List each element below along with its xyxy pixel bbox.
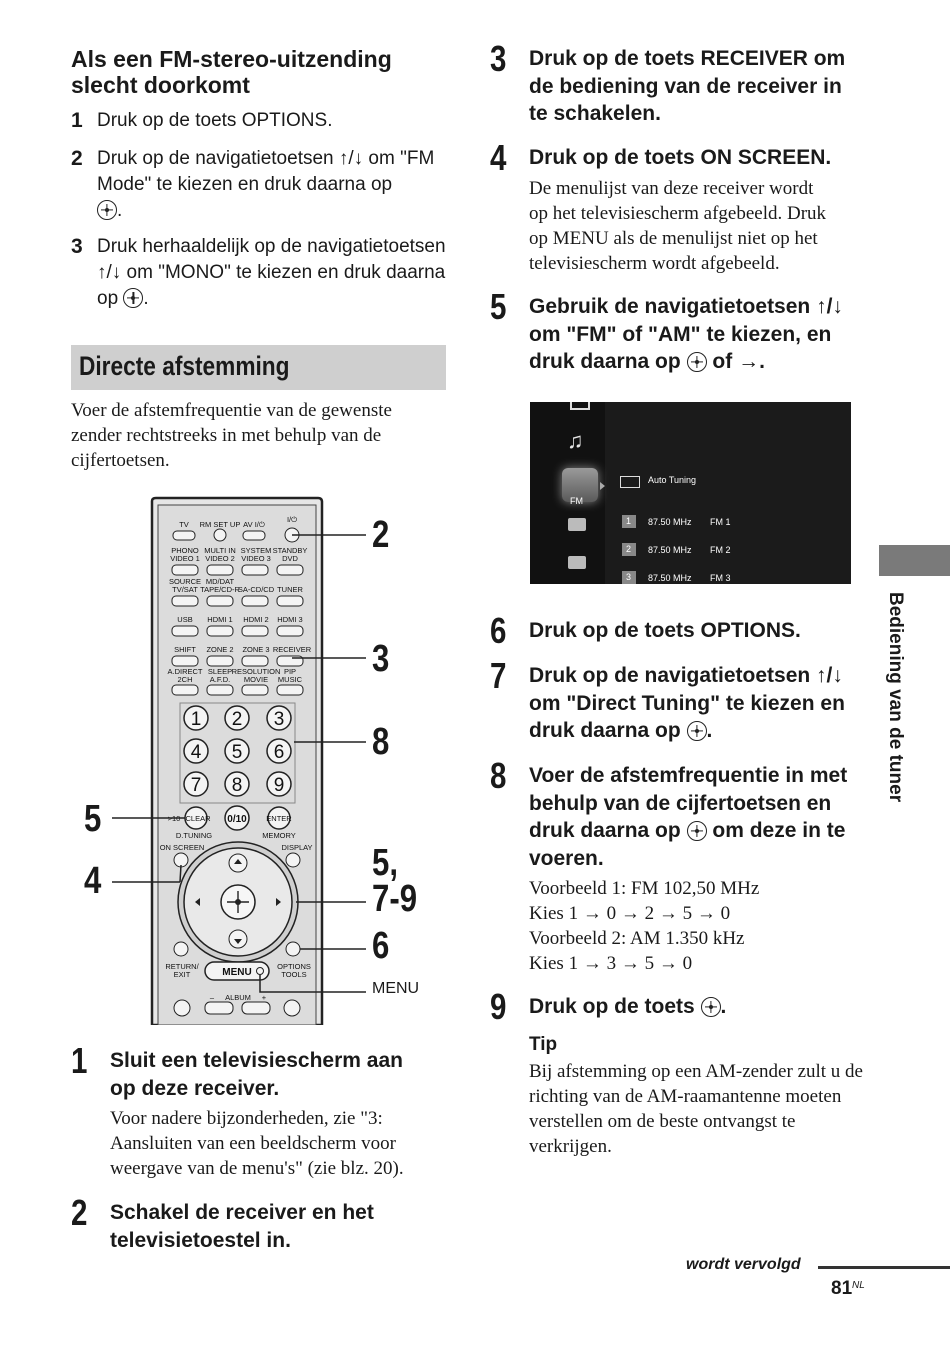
callout-label: 5, (372, 842, 398, 884)
memory-label: MEMORY (262, 831, 296, 840)
remote-label-usb: USB (177, 615, 193, 624)
item-text: Druk op de navigatietoetsen ↑/↓ om "FM Mode" te kiezen en druk daarna op (97, 148, 435, 195)
step-title-end: →. (738, 350, 765, 373)
step-title: Gebruik de navigatietoetsen ↑/↓ om "FM" of "AM" te kiezen, en druk daarna op (529, 295, 843, 373)
side-tab-marker (879, 545, 950, 576)
page-suffix: NL (852, 1280, 865, 1291)
step-number: 2 (71, 1192, 88, 1233)
step-title: Druk op de toets (529, 995, 695, 1018)
xm-icon (568, 556, 586, 569)
onscreen-label: ON SCREEN (159, 843, 205, 852)
callout-label: 8 (372, 721, 390, 763)
svg-text:VIDEO 3: VIDEO 3 (241, 554, 271, 563)
clear-key-label: CLEAR (185, 814, 211, 823)
ten-key-label: >10 (167, 814, 181, 823)
step-4 (490, 137, 835, 276)
continued-rule (818, 1266, 950, 1269)
remote-label-hdmi2: HDMI 2 (243, 615, 269, 624)
svg-text:TV/SAT: TV/SAT (172, 585, 198, 594)
remote-label-sacd: SA-CD/CD (237, 585, 275, 594)
section-heading: Als een FM-stereo-uitzending slecht doorkomt (71, 46, 392, 98)
item-number: 3 (71, 235, 83, 258)
digit-key: 2 (231, 709, 243, 730)
step-number: 8 (490, 755, 507, 796)
step-title-end: om deze in te voeren. (529, 819, 846, 870)
svg-text:MD/DAT: MD/DAT (205, 577, 235, 586)
remote-label-zone2: ZONE 2 (206, 645, 234, 654)
banner-title: Directe afstemming (79, 351, 290, 381)
svg-text:A.F.D.: A.F.D. (209, 675, 231, 684)
preset-name: FM 1 (710, 517, 731, 527)
item-text-end: . (117, 200, 123, 221)
callout-label: 3 (372, 638, 390, 680)
digit-key: 1 (190, 709, 202, 730)
step-number: 1 (71, 1040, 88, 1081)
music-note-icon: ♫ (567, 428, 584, 453)
example-line: Kies 1 → 3 → 5 → 0 (529, 953, 693, 974)
step-title-end: . (706, 719, 713, 742)
item-text-end: . (143, 288, 149, 309)
digit-key: 3 (273, 709, 285, 730)
step-number: 7 (490, 655, 507, 696)
selection-arrow-icon (600, 482, 605, 490)
callout-label: 4 (84, 860, 102, 902)
remote-label-hdmi1: HDMI 1 (207, 615, 233, 624)
auto-tuning-icon (620, 476, 640, 488)
step-number: 6 (490, 610, 507, 651)
item-number: 1 (71, 109, 83, 132)
remote-control-illustration (70, 495, 460, 1025)
step-1 (71, 1040, 431, 1181)
preset-name: FM 2 (710, 545, 731, 555)
svg-text:2CH: 2CH (177, 675, 193, 684)
list-item (71, 234, 446, 312)
step-body: Voor nadere bijzonderheden, zie "3: Aansluiten van een beeldscherm voor weergave van de menu's" (zie blz. 20). (110, 1108, 404, 1179)
step-title: Schakel de receiver en het televisietoestel in. (110, 1201, 374, 1252)
remote-label-av: AV I/⏻ (243, 520, 265, 529)
digit-key: 8 (231, 775, 243, 796)
album-minus: – (209, 993, 215, 1002)
list-item (71, 108, 451, 134)
preset-number: 3 (626, 572, 632, 582)
preset-number: 2 (626, 544, 632, 554)
preset-name: FM 3 (710, 573, 731, 583)
step-6 (490, 610, 865, 651)
example-line: Voorbeeld 1: FM 102,50 MHz (529, 878, 760, 899)
remote-label-hdmi3: HDMI 3 (277, 615, 303, 624)
step-number: 9 (490, 986, 507, 1027)
callout-label: 2 (372, 514, 390, 556)
callout-menu-label: MENU (372, 980, 420, 997)
remote-label-receiver: RECEIVER (272, 645, 312, 654)
step-title-end: . (720, 995, 727, 1018)
list-item (71, 146, 451, 224)
auto-tuning-label: Auto Tuning (648, 475, 697, 485)
continued-label: wordt vervolgd (686, 1256, 801, 1273)
svg-text:TAPE/CD-R: TAPE/CD-R (200, 585, 240, 594)
remote-label-rmsetup: RM SET UP (199, 520, 241, 529)
tip-text: Bij afstemming op een AM-zender zult u de richting van de AM-raamantenne moeten verstellen om de beste ontvangst te verkrijgen. (529, 1061, 863, 1157)
item-text: Druk herhaaldelijk op de navigatietoetsen ↑/↓ om "MONO" te kiezen en druk daarna op (97, 236, 446, 309)
svg-text:VIDEO 1: VIDEO 1 (170, 554, 200, 563)
video-icon (570, 402, 590, 410)
enter-button-icon (687, 352, 707, 372)
callout-label: 5 (84, 798, 102, 840)
svg-text:SYSTEM: SYSTEM (240, 546, 272, 555)
step-3 (490, 38, 865, 128)
svg-text:RESOLUTION: RESOLUTION (231, 667, 281, 676)
digit-key: 6 (273, 742, 285, 763)
step-8 (490, 755, 868, 976)
step-title: Voer de afstemfrequentie in met behulp van de cijfertoetsen en druk daarna op (529, 764, 848, 842)
album-label: ALBUM (225, 993, 251, 1002)
svg-text:PHONO: PHONO (171, 546, 199, 555)
digit-key: 9 (273, 775, 285, 796)
step-title: Druk op de navigatietoetsen ↑/↓ om "Direct Tuning" te kiezen en druk daarna op (529, 664, 845, 742)
step-title-mid: of (712, 350, 733, 373)
preset-frequency: 87.50 MHz (648, 573, 692, 583)
section-banner (71, 345, 446, 390)
item-text: Druk op de toets OPTIONS. (97, 110, 333, 131)
example-line: Voorbeeld 2: AM 1.350 kHz (529, 928, 745, 949)
remote-label-zone3: ZONE 3 (242, 645, 270, 654)
step-7 (490, 655, 868, 745)
callout-label: 7-9 (372, 878, 418, 920)
example-line: Kies 1 → 0 → 2 → 5 → 0 (529, 903, 731, 924)
display-label: DISPLAY (281, 843, 313, 852)
preset-number: 1 (626, 516, 632, 526)
album-plus: + (261, 993, 267, 1002)
digit-key: 4 (190, 742, 202, 763)
dtuning-label: D.TUNING (175, 831, 213, 840)
svg-text:TOOLS: TOOLS (281, 970, 307, 979)
item-number: 2 (71, 147, 83, 170)
enter-button-icon (701, 997, 721, 1017)
svg-text:PIP: PIP (283, 667, 297, 676)
am-icon (568, 518, 586, 531)
step-title: Druk op de toets OPTIONS. (529, 619, 801, 642)
svg-text:MUSIC: MUSIC (277, 675, 303, 684)
step-body: De menulijst van deze receiver wordt op het televisiescherm afgebeeld. Druk op MENU als de menulijst niet op het televisiescherm wordt afgebeeld. (529, 177, 827, 274)
svg-text:SOURCE: SOURCE (168, 577, 202, 586)
svg-text:MULTI IN: MULTI IN (204, 546, 236, 555)
enter-button-icon (123, 288, 143, 308)
svg-text:STANDBY: STANDBY (272, 546, 308, 555)
svg-text:MOVIE: MOVIE (243, 675, 269, 684)
digit-key: 5 (231, 742, 243, 763)
step-2 (71, 1192, 431, 1254)
step-5 (490, 286, 865, 376)
step-number: 5 (490, 286, 507, 327)
enter-button-icon (687, 821, 707, 841)
enter-key-label: ENTER (266, 814, 292, 823)
step-number: 4 (490, 137, 507, 178)
step-title: Druk op de toets RECEIVER om de bediening van de receiver in te schakelen. (529, 47, 846, 125)
svg-text:DVD: DVD (282, 554, 298, 563)
enter-button-icon (687, 721, 707, 741)
step-title: Sluit een televisiescherm aan op deze receiver. (110, 1049, 403, 1100)
remote-label-shift: SHIFT (174, 645, 196, 654)
svg-text:SLEEP: SLEEP (207, 667, 233, 676)
side-tab-label: Bediening van de tuner (885, 592, 906, 803)
fm-icon-label: FM (570, 496, 583, 506)
callout-label: 6 (372, 925, 390, 967)
svg-text:OPTIONS: OPTIONS (277, 962, 311, 971)
digit-key: 7 (190, 775, 202, 796)
svg-text:EXIT: EXIT (173, 970, 191, 979)
remote-label-tv: TV (179, 520, 189, 529)
intro-paragraph: Voer de afstemfrequentie van de gewenste zender rechtstreeks in met behulp van de cijfertoetsen. (71, 400, 392, 471)
remote-label-tuner: TUNER (277, 585, 303, 594)
step-title: Druk op de toets ON SCREEN. (529, 146, 832, 169)
tv-screen (530, 402, 851, 584)
preset-frequency: 87.50 MHz (648, 545, 692, 555)
svg-text:VIDEO 2: VIDEO 2 (205, 554, 235, 563)
enter-button-icon (97, 200, 117, 220)
preset-frequency: 87.50 MHz (648, 517, 692, 527)
remote-label-power: I/⏻ (286, 515, 298, 524)
tip-label: Tip (529, 1034, 558, 1055)
page-number: 81 (831, 1278, 853, 1299)
zero-key-label: 0/10 (227, 814, 247, 825)
menu-key-label: MENU (222, 967, 252, 978)
step-9 (490, 986, 865, 1027)
svg-text:RETURN/: RETURN/ (165, 962, 199, 971)
svg-text:A.DIRECT: A.DIRECT (167, 667, 203, 676)
side-tab-text (884, 592, 914, 822)
step-number: 3 (490, 38, 507, 79)
